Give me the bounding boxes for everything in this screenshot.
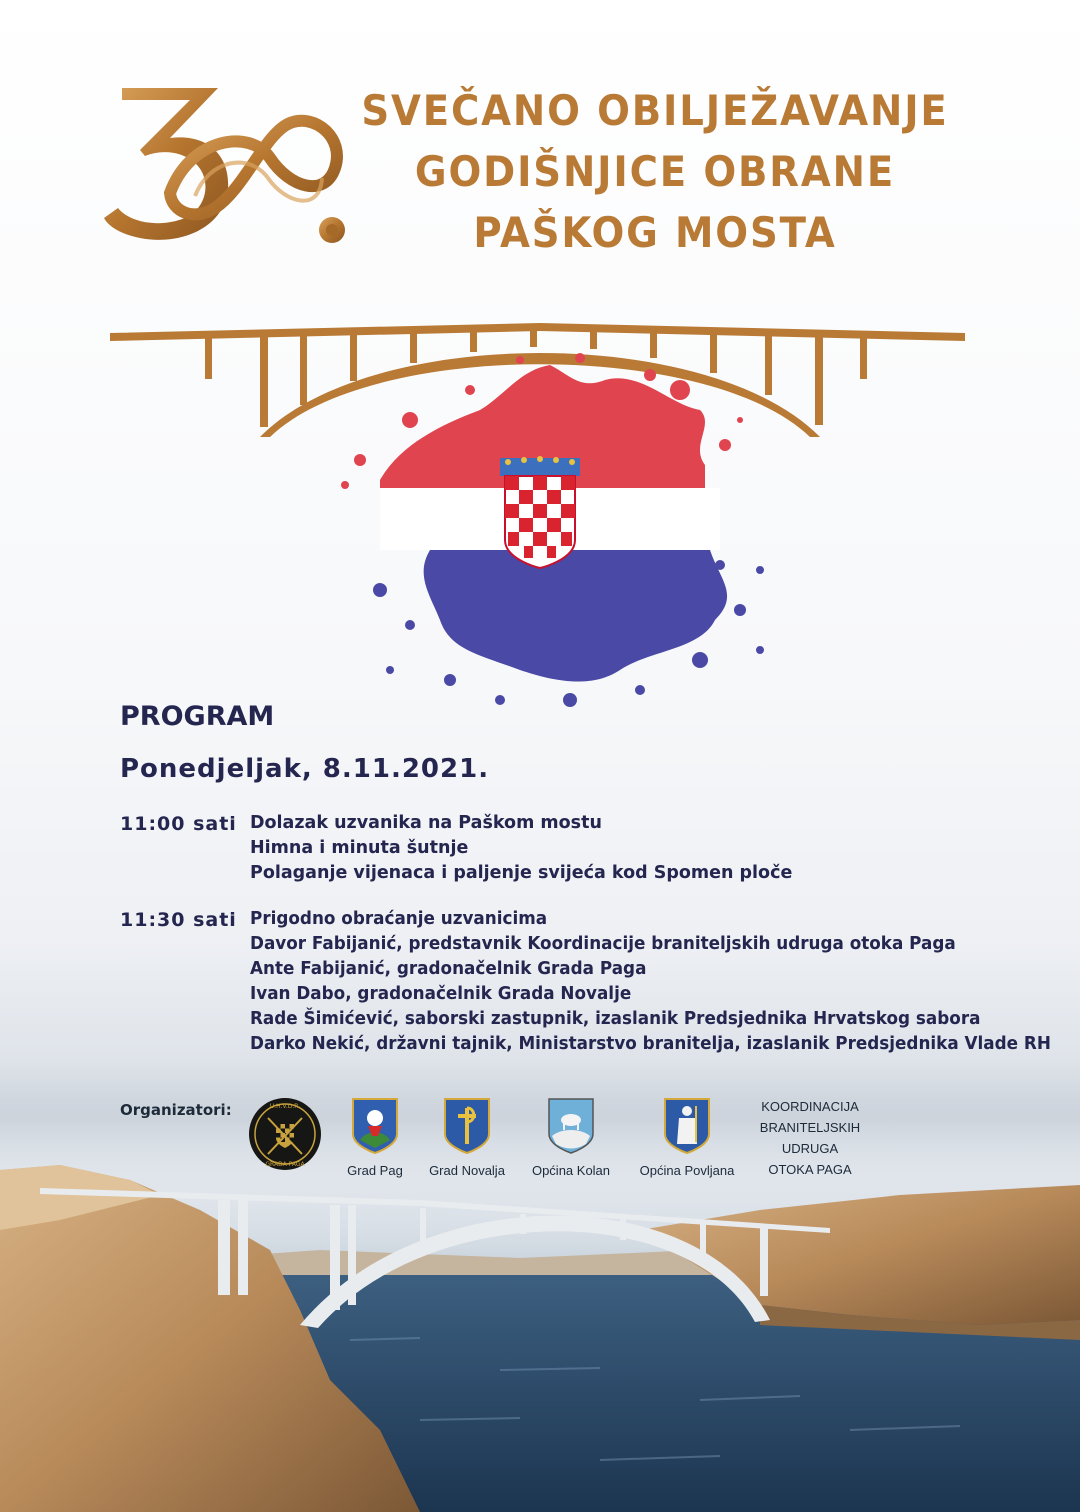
organizer-grad-pag (340, 1096, 410, 1178)
organizer-opcina-kolan (528, 1096, 614, 1178)
program-item: Ivan Dabo, gradonačelnik Grada Novalje (250, 984, 632, 1004)
koordinacija-line: UDRUGA (781, 1141, 839, 1156)
grad-pag-shield-icon (350, 1096, 400, 1156)
time-slot-1: 11:00 sati (120, 813, 237, 835)
koordinacija-line: KOORDINACIJA (761, 1099, 859, 1114)
koordinacija-line: BRANITELJSKIH (759, 1120, 861, 1135)
title-line-3: PAŠKOG MOSTA (473, 208, 837, 257)
badge-text-bottom: GRADA PAGA (265, 1161, 305, 1168)
program-item: Himna i minuta šutnje (250, 838, 469, 858)
time-slot-1-items (250, 811, 792, 886)
organizer-label: Općina Povljana (639, 1163, 735, 1178)
program-item: Davor Fabijanić, predstavnik Koordinacije braniteljskih udruga otoka Paga (250, 934, 956, 954)
croatian-flag-splash (320, 350, 790, 710)
time-slot-2-items (250, 907, 1051, 1057)
badge-text-top: U.H.V.D.R. (269, 1103, 301, 1110)
croatian-coat-of-arms-icon (500, 456, 580, 568)
opcina-kolan-shield-icon (546, 1096, 596, 1156)
organizer-koordinacija (740, 1096, 880, 1180)
title-line-1: SVEČANO OBILJEŽAVANJE (361, 86, 949, 135)
program-item: Rade Šimićević, saborski zastupnik, izaslanik Predsjednika Hrvatskog sabora (250, 1009, 981, 1029)
program-date: Ponedjeljak, 8.11.2021. (120, 754, 490, 784)
opcina-povljana-shield-icon (662, 1096, 712, 1156)
organizer-label: Grad Novalja (429, 1163, 505, 1178)
program-item: Polaganje vijenaca i paljenje svijeća kod Spomen ploče (250, 863, 793, 883)
program-item: Darko Nekić, državni tajnik, Ministarstvo branitelja, izaslanik Predsjednika Vlade RH (250, 1034, 1051, 1054)
organizer-grad-novalja (426, 1096, 508, 1178)
event-title (300, 80, 1010, 263)
program-item: Prigodno obraćanje uzvanicima (250, 909, 548, 929)
organizer-uhvdr (248, 1094, 322, 1177)
time-slot-2: 11:30 sati (120, 909, 237, 931)
grad-novalja-shield-icon (442, 1096, 492, 1156)
organizer-label: Grad Pag (347, 1163, 403, 1178)
title-line-2: GODIŠNJICE OBRANE (414, 147, 896, 196)
organizer-opcina-povljana (636, 1096, 738, 1178)
koordinacija-line: OTOKA PAGA (768, 1162, 852, 1177)
organizers-label: Organizatori: (120, 1101, 232, 1119)
uhvdr-badge-icon (248, 1094, 322, 1174)
organizer-label: Općina Kolan (531, 1163, 611, 1178)
program-item: Ante Fabijanić, gradonačelnik Grada Paga (250, 959, 647, 979)
program-heading: PROGRAM (120, 701, 275, 732)
program-item: Dolazak uzvanika na Paškom mostu (250, 813, 602, 833)
